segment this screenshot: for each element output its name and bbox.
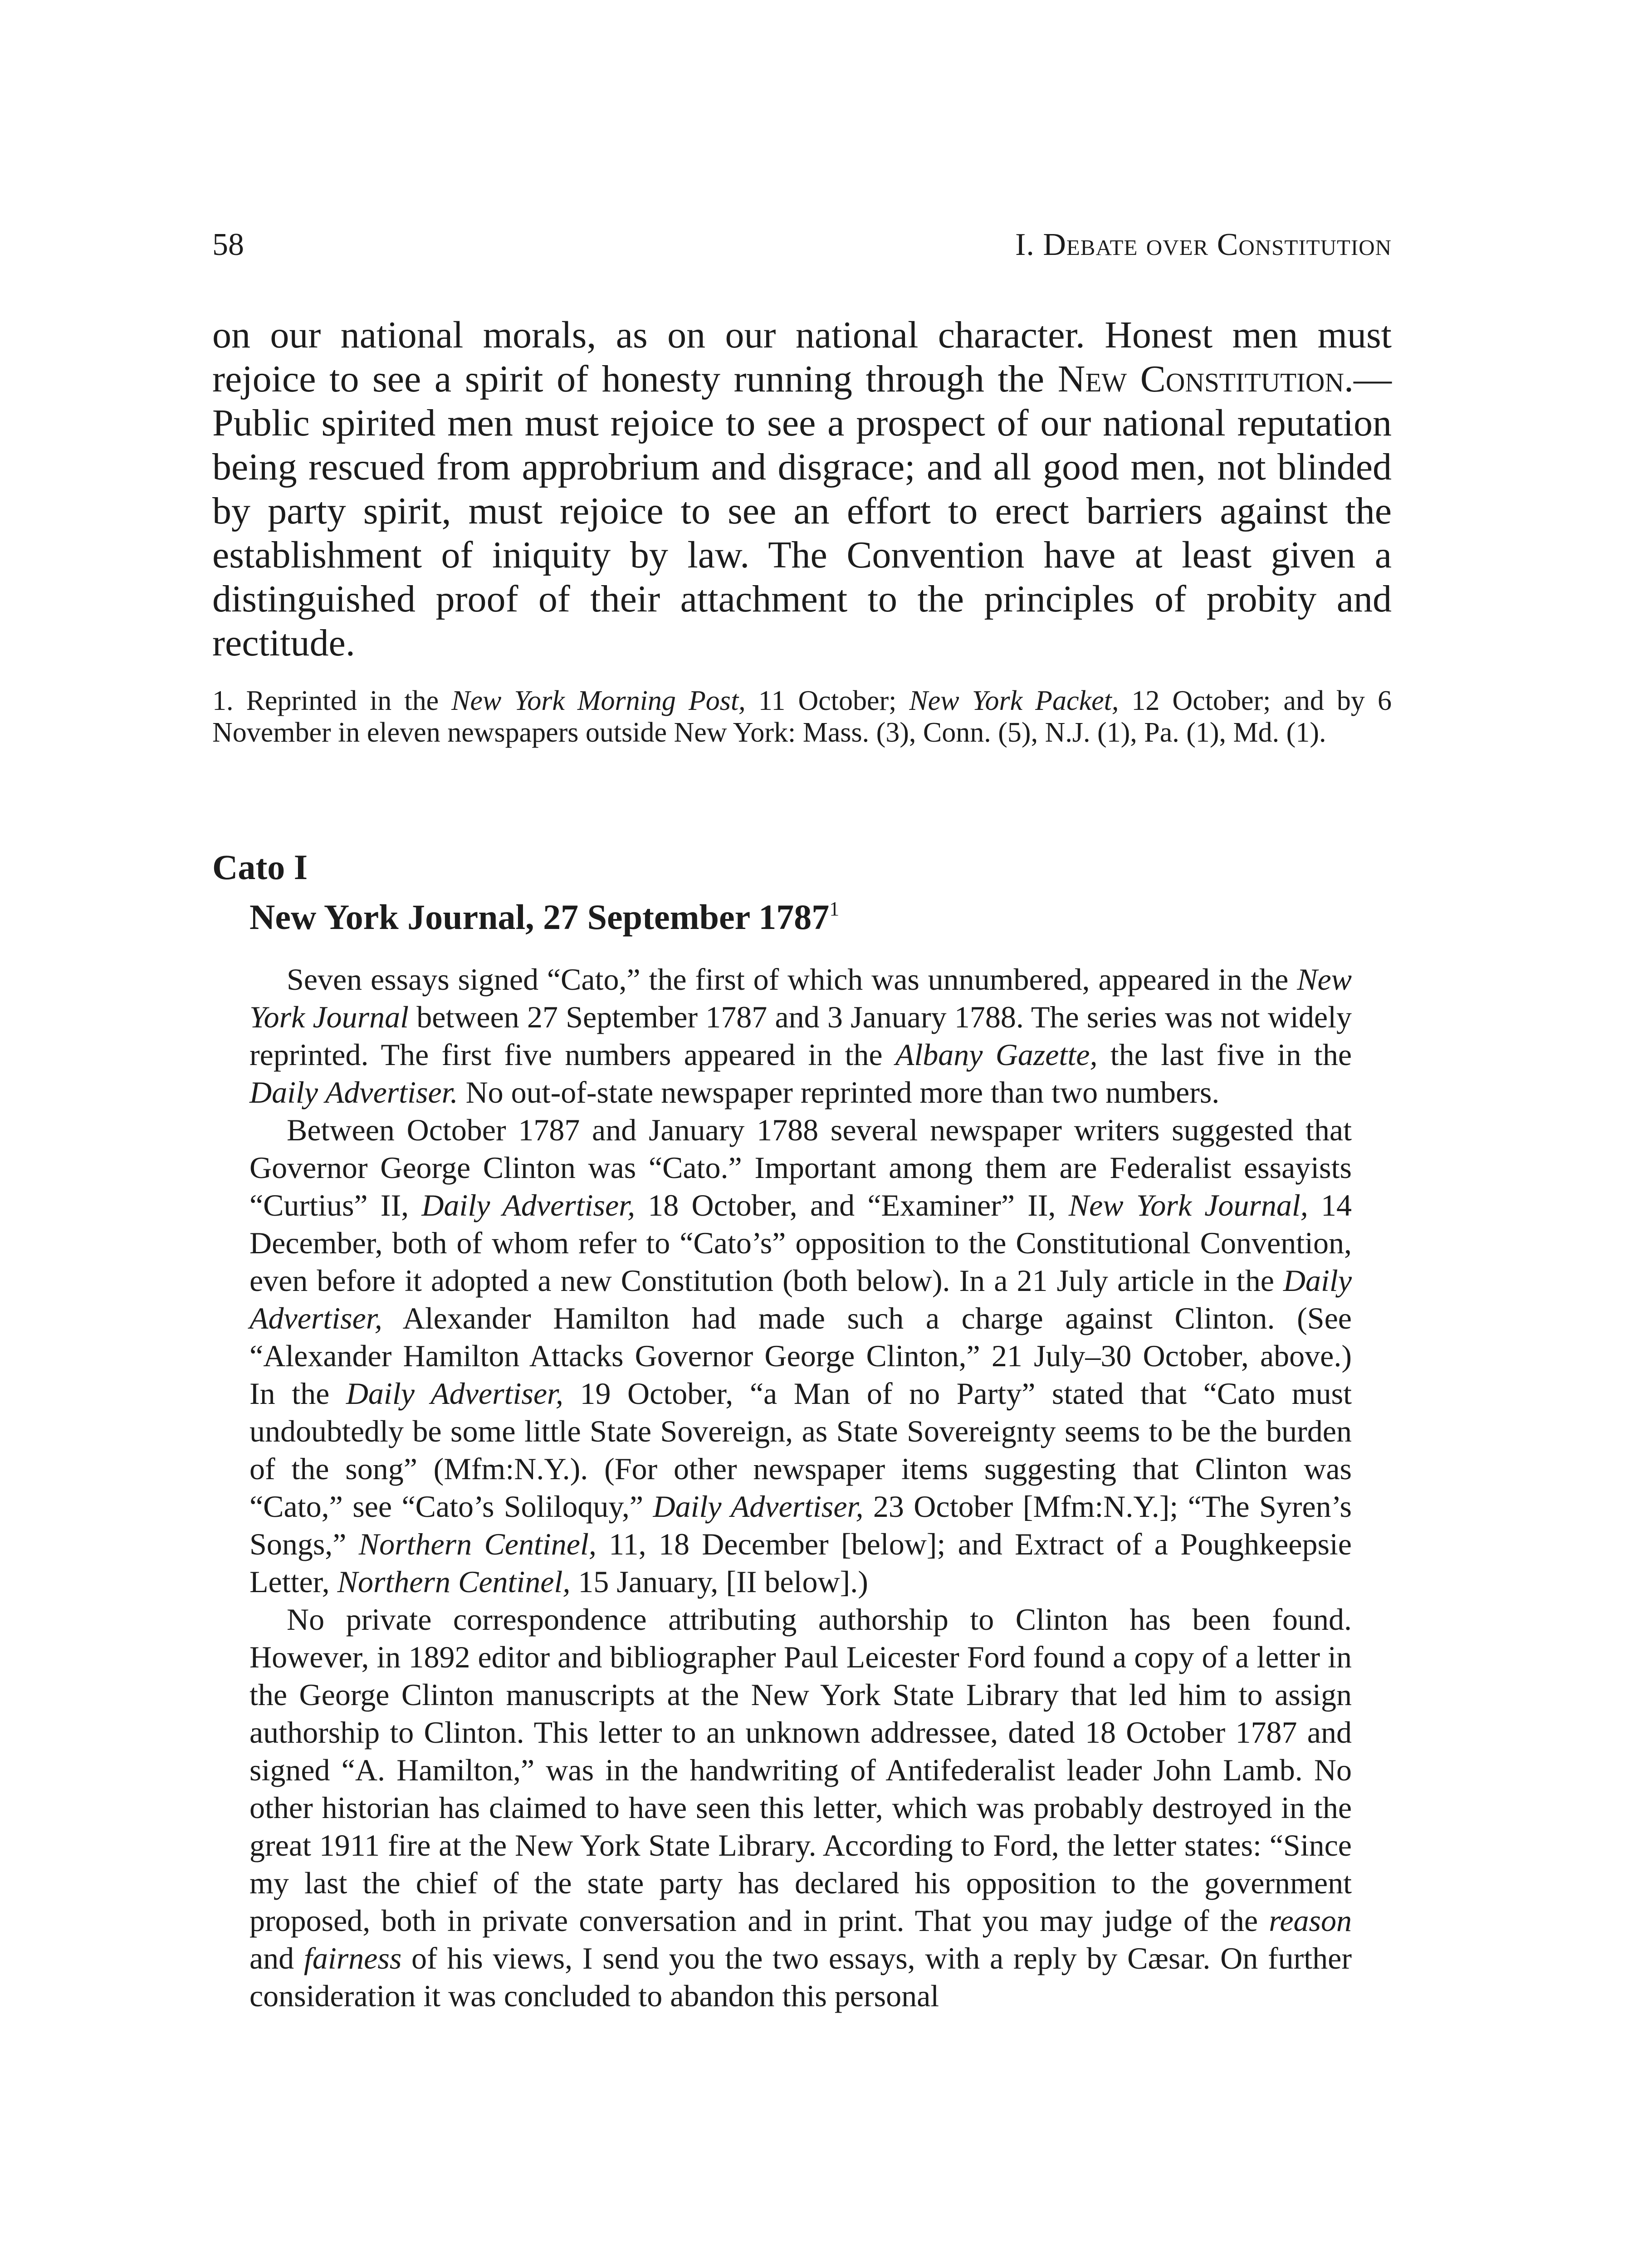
text-run: Between October 1787 and January 1788 several newspaper writers suggested that Governor George Clinton was “Cato.” Important among them are Federalist essayists “Curtius” II, bbox=[249, 1113, 1352, 1222]
text-run: of his views, I send you the two essays, with a reply by Cæsar. On further consideration it was concluded to abandon this personal bbox=[249, 1941, 1352, 2013]
italic-run: Albany Gazette, bbox=[895, 1037, 1098, 1072]
text-run: on our national morals, as on our national character. Honest men must rejoice to see a spirit of honesty running through the bbox=[212, 314, 1392, 400]
text-run: Alexander Hamilton had made such a charge against Clinton. (See “Alexander Hamilton Attacks Governor George Clinton,” 21 July–30 October, above.) In the bbox=[249, 1301, 1352, 1411]
italic-run: New York Packet, bbox=[909, 685, 1119, 716]
italic-run: Daily Advertiser, bbox=[346, 1376, 563, 1411]
italic-run: fairness bbox=[303, 1941, 402, 1975]
footnote-marker: 1 bbox=[829, 898, 840, 920]
text-run: No private correspondence attributing authorship to Clinton has been found. However, in 1892 editor and bibliographer Paul Leicester Ford found a copy of a letter in the George Clinton manuscripts at the New York State Library that led him to assign authorship to Clinton. This letter to an unknown addressee, dated 18 October 1787 and signed “A. Hamilton,” was in the handwriting of Antifederalist leader John Lamb. No other historian has claimed to have seen this letter, which was probably destroyed in the great 1911 fire at the New York State Library. According to Ford, the letter states: “Since my last the chief of the state party has declared his opposition to the government proposed, both in private conversation and in print. That you may judge of the bbox=[249, 1602, 1352, 1938]
intro-paragraph-2 bbox=[249, 1111, 1352, 1601]
text-run: 11 October; bbox=[745, 685, 909, 716]
italic-run: Daily Advertiser. bbox=[249, 1075, 458, 1110]
text-run: 12 October; and by 6 November in eleven newspapers outside New York: Mass. (3), Conn. (5), N.J. (1), Pa. (1), Md. (1). bbox=[212, 685, 1392, 748]
text-run: 18 October, and “Examiner” II, bbox=[635, 1188, 1069, 1222]
small-caps-run: New Constitution bbox=[1057, 358, 1344, 400]
text-run: 14 December, both of whom refer to “Cato’s” opposition to the Constitutional Convention, even before it adopted a new Constitution (both below). In a 21 July article in the bbox=[249, 1188, 1352, 1298]
section-subtitle bbox=[249, 896, 839, 938]
text-run: 23 October [Mfm:N.Y.]; “The Syren’s Songs,” bbox=[249, 1489, 1352, 1561]
text-run: the last five in the bbox=[1097, 1037, 1352, 1072]
text-run: 1. Reprinted in the bbox=[212, 685, 452, 716]
text-run: 19 October, “a Man of no Party” stated that “Cato must undoubtedly be some little State Sovereign, as State Sovereignty seems to be the burden of the song” (Mfm:N.Y.). (For other newspaper items suggesting that Clinton was “Cato,” see “Cato’s Soliloquy,” bbox=[249, 1376, 1352, 1524]
italic-run: Daily Advertiser, bbox=[249, 1263, 1352, 1335]
italic-run: Daily Advertiser, bbox=[421, 1188, 636, 1222]
italic-run: Northern Centinel, bbox=[358, 1527, 596, 1561]
page-number: 58 bbox=[212, 227, 244, 262]
text-run: Seven essays signed “Cato,” the first of which was unnumbered, appeared in the bbox=[287, 962, 1297, 997]
text-run: 11, 18 December [below]; and Extract of a Poughkeepsie Letter, bbox=[249, 1527, 1352, 1599]
text-run: 15 January, [II below].) bbox=[570, 1564, 868, 1599]
text-run: No out-of-state newspaper reprinted more than two numbers. bbox=[458, 1075, 1220, 1110]
running-title: I. Debate over Constitution bbox=[1015, 227, 1392, 262]
italic-run: New York Journal bbox=[249, 962, 1352, 1034]
text-run: .—Public spirited men must rejoice to see a prospect of our national reputation being rescued from approbrium and disgrace; and all good men, not blinded by party spirit, must rejoice to see an effort to erect barriers against the establishment of iniquity by law. The Convention have at least given a distinguished proof of their attachment to the principles of probity and rectitude. bbox=[212, 358, 1392, 664]
italic-run: Daily Advertiser, bbox=[653, 1489, 864, 1524]
section-title: Cato I bbox=[212, 847, 308, 887]
italic-run: Northern Centinel, bbox=[337, 1564, 571, 1599]
body-paragraph-continued bbox=[212, 313, 1392, 665]
italic-run: reason bbox=[1269, 1903, 1352, 1938]
subtitle-text: New York Journal, 27 September 1787 bbox=[249, 897, 830, 937]
footnote-1 bbox=[212, 685, 1392, 748]
text-run: between 27 September 1787 and 3 January 1788. The series was not widely reprinted. The first five numbers appeared in the bbox=[249, 1000, 1352, 1072]
italic-run: New York Morning Post, bbox=[451, 685, 746, 716]
text-run: and bbox=[249, 1941, 304, 1975]
intro-paragraph-1 bbox=[249, 961, 1352, 1111]
editorial-introduction bbox=[249, 961, 1352, 2015]
intro-paragraph-3 bbox=[249, 1601, 1352, 2015]
italic-run: New York Journal, bbox=[1068, 1188, 1308, 1222]
